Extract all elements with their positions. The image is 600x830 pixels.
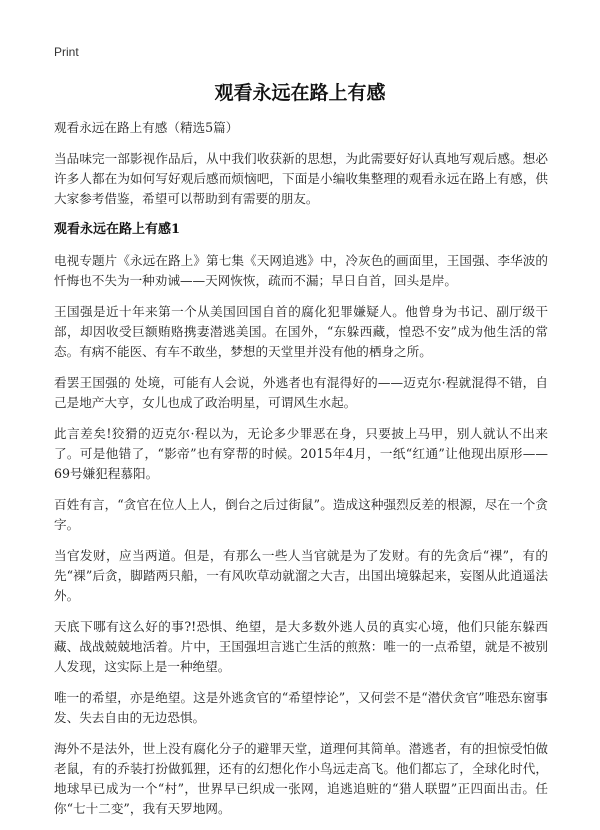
paragraph: 电视专题片《永远在路上》第七集《天网追逃》中，冷灰色的画面里，王国强、李华波的忏悔也不失为一种劝诫——天网恢恢，疏而不漏；早日自首，回头是岸。 xyxy=(54,253,548,288)
paragraph: 看罢王国强的 处境，可能有人会说，外逃者也有混得好的——迈克尔·程就混得不错，自己是地产大亨，女儿也成了政治明星，可谓风生水起。 xyxy=(54,375,548,410)
paragraph: 王国强是近十年来第一个从美国回国自首的腐化犯罪嫌疑人。他曾身为书记、副厅级干部，却因收受巨额贿赂携妻潜逃美国。在国外，“东躲西藏，惶恐不安”成为他生活的常态。有病不能医、有车不敢坐，梦想的天堂里并没有他的栖身之所。 xyxy=(54,304,548,359)
paragraph: 海外不是法外，世上没有腐化分子的避罪天堂，道理何其简单。潜逃者，有的担惊受怕做老鼠，有的乔装打扮做狐狸，还有的幻想化作小鸟远走高飞。他们都忘了，全球化时代，地球早已成为一个“村”，世界早已织成一张网，追逃追赃的“猎人联盟”正四面出击。任你“七十二变”，我有天罗地网。 xyxy=(54,741,548,816)
paragraph: 当官发财，应当两道。但是，有那么一些人当官就是为了发财。有的先贪后“裸”，有的先“裸”后贪，脚踏两只船，一有风吹草动就溜之大吉，出国出境躲起来，妄图从此逍遥法外。 xyxy=(54,548,548,603)
intro-paragraph: 当品味完一部影视作品后，从中我们收获新的思想，为此需要好好认真地写观后感。想必许多人都在为如何写好观后感而烦恼吧，下面是小编收集整理的观看永远在路上有感，供大家参考借鉴，希望可以帮助到有需要的朋友。 xyxy=(54,151,548,206)
article-body xyxy=(54,118,548,830)
paragraph: 此言差矣!狡猾的迈克尔·程以为，无论多少罪恶在身，只要披上马甲，别人就认不出来了。可是他错了，“影帝”也有穿帮的时候。2015年4月，一纸“红通”让他现出原形——69号嫌犯程慕阳。 xyxy=(54,426,548,481)
paragraph: 天底下哪有这么好的事?!恐惧、绝望，是大多数外逃人员的真实心境，他们只能东躲西藏、战战兢兢地活着。片中，王国强坦言逃亡生活的煎熬：唯一的一点希望，就是不被别人发现，这实际上是一种绝望。 xyxy=(54,619,548,674)
paragraph: 唯一的希望，亦是绝望。这是外逃贪官的“希望悖论”，又何尝不是“潜伏贪官”唯恐东窗事发、失去自由的无边恐惧。 xyxy=(54,690,548,725)
paragraph: 百姓有言，“贪官在位人上人，倒台之后过街鼠”。造成这种强烈反差的根源，尽在一个贪字。 xyxy=(54,497,548,532)
page-title: 观看永远在路上有感 xyxy=(214,82,386,104)
print-link[interactable]: Print xyxy=(54,45,79,59)
section-heading: 观看永远在路上有感1 xyxy=(54,222,181,237)
article-subtitle: 观看永远在路上有感（精选5篇） xyxy=(54,120,239,135)
